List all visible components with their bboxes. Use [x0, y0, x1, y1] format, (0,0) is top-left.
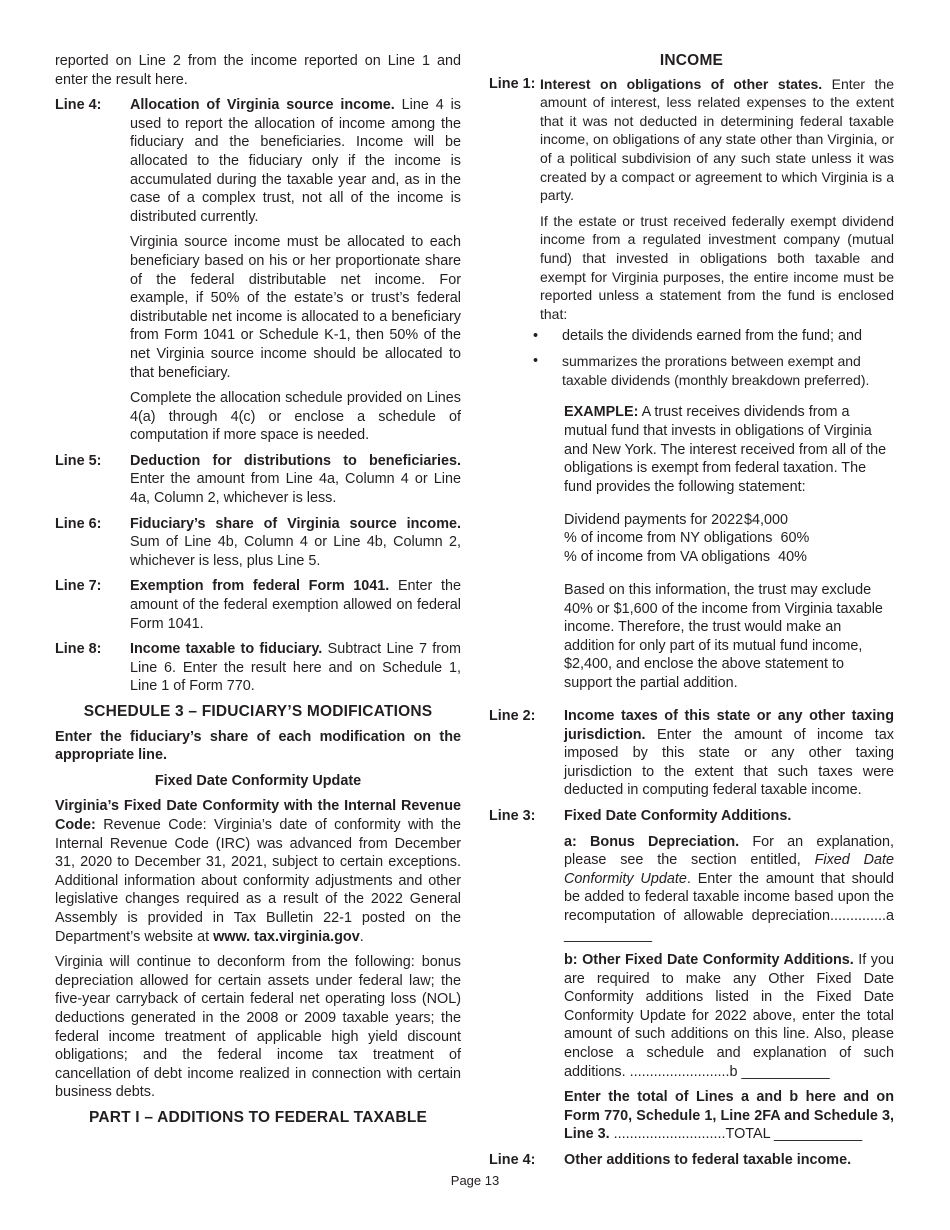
bullet-item: • details the dividends earned from the fund; and	[533, 328, 863, 345]
line-label: Line 8:	[55, 641, 102, 658]
paragraph: If the estate or trust received federally exempt dividend income from a regulated investment company (mutual fund) that invested in obligations both taxable and exempt for Virginia purposes, the entire income must be reported unless a statement from the fund is enclosed that:	[540, 212, 894, 322]
line-label: Line 1:	[489, 75, 536, 92]
line-text: Sum of Line 4b, Column 4 or Line 4b, Column 2, whichever is less, plus Line 5.	[130, 534, 461, 569]
line-4-item	[55, 96, 461, 445]
line-3a-title: a: Bonus Depreciation.	[564, 833, 740, 850]
statement-value: 40%	[778, 549, 807, 566]
paragraph: Virginia source income must be allocated to each beneficiary based on his or her proportionate share of the federal distributable net income. For example, if 50% of the estate’s or trust’s federal distributable net income is allocated to a beneficiary from Form 1041 or Schedule K-1, then 50% of the net Virginia source income should be allocated to that beneficiary.	[130, 234, 461, 381]
line-title: Fiduciary’s share of Virginia source income.	[130, 515, 461, 532]
bullet-text: details the dividends earned from the fund; and	[562, 328, 863, 345]
line-label: Line 2:	[489, 707, 536, 724]
schedule-3-heading: SCHEDULE 3 – FIDUCIARY’S MODIFICATIONS	[83, 703, 433, 720]
line-3b-title: b: Other Fixed Date Conformity Additions.	[564, 952, 854, 969]
statement-value: 60%	[780, 530, 810, 547]
line-text: Subtract Line 7 from Line 6. Enter the result here and on Schedule 1, Line 1 of Form 770.	[130, 641, 462, 695]
line-2-item	[489, 707, 894, 800]
line-label: Line 5:	[55, 452, 102, 469]
statement-label: % of income from NY obligations	[564, 530, 773, 547]
line-8-item	[55, 640, 461, 696]
paragraph: Complete the allocation schedule provided on Lines 4(a) through 4(c) or enclose a schedule of computation if more space is needed.	[130, 390, 461, 444]
period: .	[359, 928, 364, 945]
statement-value: $4,000	[744, 511, 789, 528]
line-label: Line 4:	[489, 1152, 536, 1169]
line-3-total-field: ............................TOTAL ___________	[609, 1126, 863, 1143]
example-result: Based on this information, the trust may exclude 40% or $1,600 of the income from Virginia taxable income. Therefore, the trust would make an addition for only part of its mutual fund income, $2,400, and enclose the above statement to support the partial addition.	[564, 582, 883, 691]
statement-row	[564, 548, 894, 567]
line-title: Deduction for distributions to beneficiaries.	[130, 452, 461, 469]
line-1-item	[489, 75, 894, 324]
line-label: Line 7:	[55, 578, 102, 595]
deconform-paragraph: Virginia will continue to deconform from the following: bonus depreciation allowed for certain assets under federal law; the five-year carryback of certain federal net operating loss (NOL) deductions generated in the 2008 or 2009 taxable years; the federal income treatment of applicable high yield discount obligations; and the federal income tax treatment of cancellation of debt income realized in connection with certain business debts.	[55, 954, 461, 1101]
line-3-total-instruction: Enter the total of Lines a and b here and on Form 770, Schedule 1, Line 2FA and Schedule 3, Line 3.	[564, 1089, 894, 1143]
fund-statement	[564, 511, 894, 567]
line-3a-text: . Enter the amount that should be added to federal taxable income based upon the recomputation of allowable depreciation..............a ___________	[564, 870, 894, 943]
line-title: Allocation of Virginia source income.	[130, 97, 395, 114]
line-label: Line 4:	[55, 97, 102, 114]
line-title: Other additions to federal taxable income.	[564, 1152, 852, 1169]
fdc-title: Virginia’s Fixed Date Conformity with the Internal Revenue Code:	[55, 798, 461, 833]
example-text: A trust receives dividends from a mutual fund that invests in obligations of Virginia and New York. The interest received from all of the obligations is exempt from federal taxation. The fund provides the following statement:	[564, 404, 887, 495]
website-link[interactable]: www. tax.virginia.gov	[213, 928, 360, 945]
line-title: Income taxable to fiduciary.	[130, 641, 323, 658]
fixed-date-conformity-heading: Fixed Date Conformity Update	[154, 772, 362, 789]
income-heading: INCOME	[659, 52, 724, 69]
line-title: Exemption from federal Form 1041.	[130, 578, 390, 595]
continued-paragraph: reported on Line 2 from the income reported on Line 1 and enter the result here.	[55, 53, 461, 88]
line-label: Line 3:	[489, 807, 536, 824]
schedule-3-instruction: Enter the fiduciary’s share of each modification on the appropriate line.	[55, 728, 461, 764]
line-title: Fixed Date Conformity Additions.	[564, 807, 792, 824]
line-4-item	[489, 1151, 894, 1170]
line-text: Enter the amount of interest, less related expenses to the extent that it was not deducted in determining federal taxable income, on obligations of any state other than Virginia, or of a political subdivision of any such state unless it was created by a compact or agreement to which Virginia is a party.	[540, 75, 894, 204]
line-6-item	[55, 515, 461, 571]
line-title: Interest on obligations of other states.	[540, 75, 823, 92]
right-column	[489, 52, 894, 1177]
statement-row	[564, 511, 894, 530]
line-7-item	[55, 577, 461, 633]
part-1-heading: PART I – ADDITIONS TO FEDERAL TAXABLE	[88, 1108, 428, 1126]
fdc-text: Revenue Code: Virginia’s date of conformity with the Internal Revenue Code (IRC) was advanced from December 31, 2020 to December 31, 2021, subject to certain exceptions. Additional information about conformity adjustments and other legislative changes required as a result of the 2022 General Assembly is provided in Tax Bulletin 22-1 posted on the Department’s website at	[55, 816, 461, 945]
line-text: Enter the amount from Line 4a, Column 4 or Line 4a, Column 2, whichever is less.	[130, 471, 461, 507]
line-title: Income taxes of this state or any other taxing jurisdiction.	[564, 707, 894, 743]
line-text: Enter the amount of income tax imposed by this state or any other taxing jurisdiction to the extent that such taxes were deducted in computing federal taxable income.	[564, 726, 894, 799]
example-label: EXAMPLE:	[564, 404, 639, 421]
line-3b-text: If you are required to make any Other Fixed Date Conformity additions listed in the Fixed Date Conformity Update for 2022 above, enter the total amount of such additions on this line. Also, please enclose a schedule and explanation of such additions. .........................b ___________	[564, 952, 894, 1080]
left-column	[55, 52, 461, 1133]
line-text: Enter the amount of the federal exemption allowed on federal Form 1041.	[130, 578, 461, 632]
statement-label: Dividend payments for 2022	[564, 511, 744, 528]
statement-label: % of income from VA obligations	[564, 549, 771, 566]
statement-row	[564, 529, 894, 548]
bullet-item: • summarizes the prorations between exempt and taxable dividends (monthly breakdown preferred).	[489, 352, 894, 389]
page-number: Page 13	[450, 1173, 500, 1188]
bullet-text: summarizes the prorations between exempt and taxable dividends (monthly breakdown preferred).	[562, 352, 870, 388]
line-5-item	[55, 452, 461, 508]
line-3a-reference: Fixed Date Conformity Update	[564, 852, 894, 887]
line-3a-text: For an explanation, please see the section entitled,	[564, 833, 894, 869]
line-text: Line 4 is used to report the allocation of income among the fiduciary and the beneficiaries. Income will be allocated to the fiduciary only if the income is accumulated during the taxable year and, as in the case of a complex trust, not all of the income is distributed currently.	[130, 97, 461, 225]
line-3-item	[489, 807, 894, 1144]
line-label: Line 6:	[55, 515, 102, 532]
